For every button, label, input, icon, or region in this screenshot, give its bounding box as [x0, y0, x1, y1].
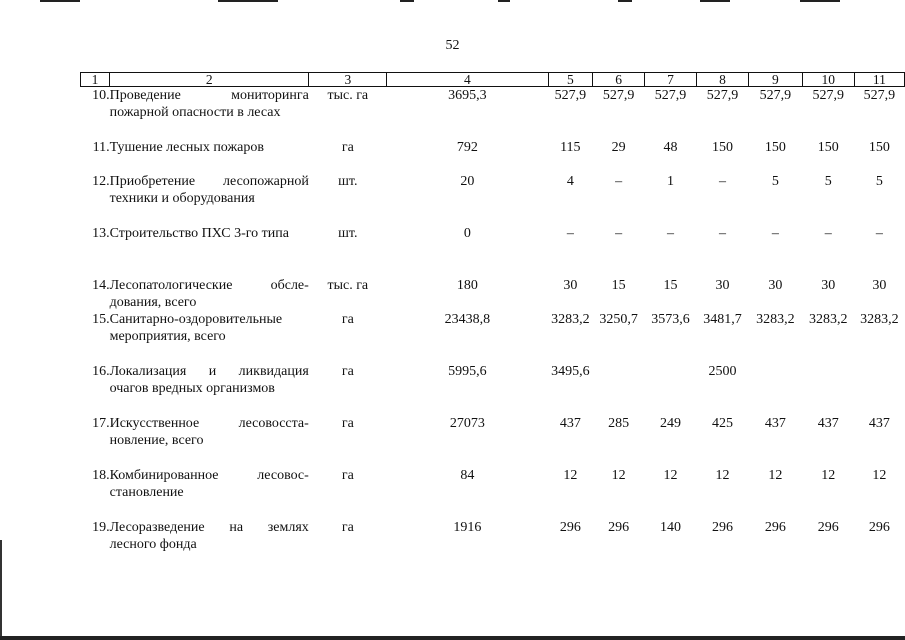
header-cell: 4: [387, 73, 548, 87]
value-cell: –: [667, 225, 675, 241]
value-cell: 29: [611, 139, 626, 155]
page-number: 52: [445, 38, 460, 53]
header-cell: 3: [309, 73, 387, 87]
value-cell: 3481,7: [703, 311, 742, 327]
header-cell: 9: [748, 73, 802, 87]
row-number: 15.: [92, 311, 110, 327]
value-cell: 527,9: [759, 88, 792, 103]
table-row: [81, 363, 905, 415]
value-cell: 285: [608, 415, 630, 431]
value-cell: [802, 363, 854, 415]
value-cell: 5: [771, 173, 779, 189]
value-cell: 0: [463, 225, 471, 241]
row-name: Строительство ПХС 3-го типа: [109, 225, 289, 241]
value-cell: 12: [872, 467, 887, 483]
value-cell: –: [719, 225, 726, 241]
value-cell: 425: [712, 415, 733, 431]
value-cell: 180: [456, 277, 478, 293]
row-name: Лесоразведение на землях лесного фонда: [109, 519, 309, 552]
value-cell: –: [824, 225, 832, 241]
value-cell: 296: [868, 519, 890, 535]
value-cell: 5: [875, 173, 883, 189]
header-cell: 2: [110, 73, 309, 87]
row-unit: га: [341, 467, 354, 483]
row-name: Санитарно-оздоровительные мероприятия, всего: [109, 311, 283, 344]
value-cell: 150: [868, 139, 890, 155]
row-name: Приобретение лесопожарной техники и оборудования: [109, 173, 309, 206]
forest-measures-table: [80, 72, 905, 559]
value-cell: [748, 363, 802, 415]
value-cell: 527,9: [812, 88, 845, 103]
value-cell: [854, 363, 904, 415]
value-cell: 1916: [453, 519, 482, 535]
value-cell: 527,9: [554, 88, 587, 103]
row-number: 12.: [92, 173, 110, 189]
value-cell: –: [566, 225, 574, 241]
value-cell: 3283,2: [809, 311, 848, 327]
value-cell: –: [771, 225, 779, 241]
value-cell: 84: [460, 467, 475, 483]
value-cell: 3695,3: [448, 88, 487, 103]
table-row: [81, 467, 905, 519]
value-cell: 527,9: [654, 88, 687, 103]
row-number: 13.: [92, 225, 110, 241]
value-cell: 27073: [449, 415, 485, 431]
value-cell: 20: [460, 173, 475, 189]
row-number: 14.: [92, 277, 110, 293]
value-cell: 249: [660, 415, 682, 431]
value-cell: 150: [817, 139, 839, 155]
value-cell: 150: [712, 139, 733, 155]
value-cell: 12: [715, 467, 730, 483]
column-number-header: [81, 73, 905, 87]
row-unit: га: [341, 519, 354, 535]
value-cell: –: [615, 225, 623, 241]
row-name: Лесопатологические обсле-дования, всего: [109, 277, 309, 310]
scan-top-edge: [0, 0, 905, 3]
value-cell: 30: [768, 277, 783, 293]
value-cell: 437: [559, 415, 581, 431]
value-cell: 1: [667, 173, 675, 189]
value-cell: 12: [611, 467, 626, 483]
row-unit: тыс. га: [327, 277, 369, 293]
value-cell: 15: [663, 277, 678, 293]
value-cell: 296: [817, 519, 839, 535]
row-name: Локализация и ликвидация очагов вредных организмов: [109, 363, 309, 396]
value-cell: 527,9: [706, 88, 739, 103]
row-name: Комбинированное лесовос-становление: [109, 467, 309, 500]
value-cell: 30: [821, 277, 836, 293]
row-name: Проведение мониторинга пожарной опасности в лесах: [109, 88, 309, 120]
value-cell: 296: [559, 519, 581, 535]
value-cell: 3283,2: [860, 311, 899, 327]
header-cell: 11: [854, 73, 904, 87]
value-cell: 296: [764, 519, 786, 535]
row-number: 18.: [92, 467, 110, 483]
value-cell: 792: [456, 139, 478, 155]
value-cell: 5995,6: [448, 363, 487, 379]
value-cell: 12: [821, 467, 836, 483]
value-cell: 3283,2: [756, 311, 795, 327]
row-unit: га: [341, 139, 354, 155]
value-cell: 2500: [708, 363, 737, 379]
value-cell: –: [719, 173, 726, 189]
value-cell: [645, 363, 697, 415]
value-cell: 23438,8: [444, 311, 491, 327]
row-unit: шт.: [338, 225, 358, 241]
header-cell: 1: [81, 73, 110, 87]
header-cell: 8: [697, 73, 749, 87]
value-cell: –: [615, 173, 623, 189]
header-cell: 10: [802, 73, 854, 87]
scan-bottom-edge: [0, 636, 905, 640]
value-cell: 527,9: [602, 88, 635, 103]
header-cell: 5: [548, 73, 593, 87]
row-number: 16.: [92, 363, 110, 379]
table-row: [81, 139, 905, 173]
row-number: 19.: [92, 519, 110, 535]
row-number: 10.: [92, 88, 110, 103]
value-cell: 140: [660, 519, 682, 535]
value-cell: 437: [764, 415, 786, 431]
row-unit: га: [341, 363, 354, 379]
value-cell: 30: [715, 277, 730, 293]
row-unit: га: [341, 415, 354, 431]
value-cell: 3495,6: [551, 363, 590, 379]
header-cell: 6: [593, 73, 645, 87]
value-cell: 5: [824, 173, 832, 189]
row-name: Тушение лесных пожаров: [109, 139, 264, 155]
value-cell: 527,9: [863, 88, 896, 103]
table-row: [81, 277, 905, 311]
value-cell: 437: [817, 415, 839, 431]
value-cell: 12: [563, 467, 578, 483]
value-cell: 150: [764, 139, 786, 155]
table-row: [81, 519, 905, 559]
value-cell: [593, 363, 645, 415]
value-cell: 296: [712, 519, 733, 535]
table-row: [81, 173, 905, 225]
value-cell: 30: [563, 277, 578, 293]
value-cell: 12: [768, 467, 783, 483]
value-cell: 437: [868, 415, 890, 431]
table-row: [81, 225, 905, 277]
table-row: [81, 415, 905, 467]
value-cell: 3573,6: [651, 311, 690, 327]
value-cell: 12: [663, 467, 678, 483]
row-name: Искусственное лесовосста-новление, всего: [109, 415, 309, 448]
value-cell: 15: [611, 277, 626, 293]
value-cell: –: [875, 225, 883, 241]
value-cell: 30: [872, 277, 887, 293]
row-number: 17.: [92, 415, 110, 431]
scan-left-edge: [0, 540, 2, 636]
value-cell: 3250,7: [599, 311, 638, 327]
row-unit: шт.: [338, 173, 358, 189]
value-cell: 4: [566, 173, 574, 189]
table-row: [81, 311, 905, 363]
value-cell: 48: [663, 139, 678, 155]
table-row: [81, 87, 905, 139]
value-cell: 296: [608, 519, 630, 535]
row-unit: га: [341, 311, 354, 327]
value-cell: 115: [560, 139, 581, 155]
row-unit: тыс. га: [327, 88, 369, 103]
header-cell: 7: [645, 73, 697, 87]
row-number: 11.: [92, 139, 110, 155]
value-cell: 3283,2: [551, 311, 590, 327]
